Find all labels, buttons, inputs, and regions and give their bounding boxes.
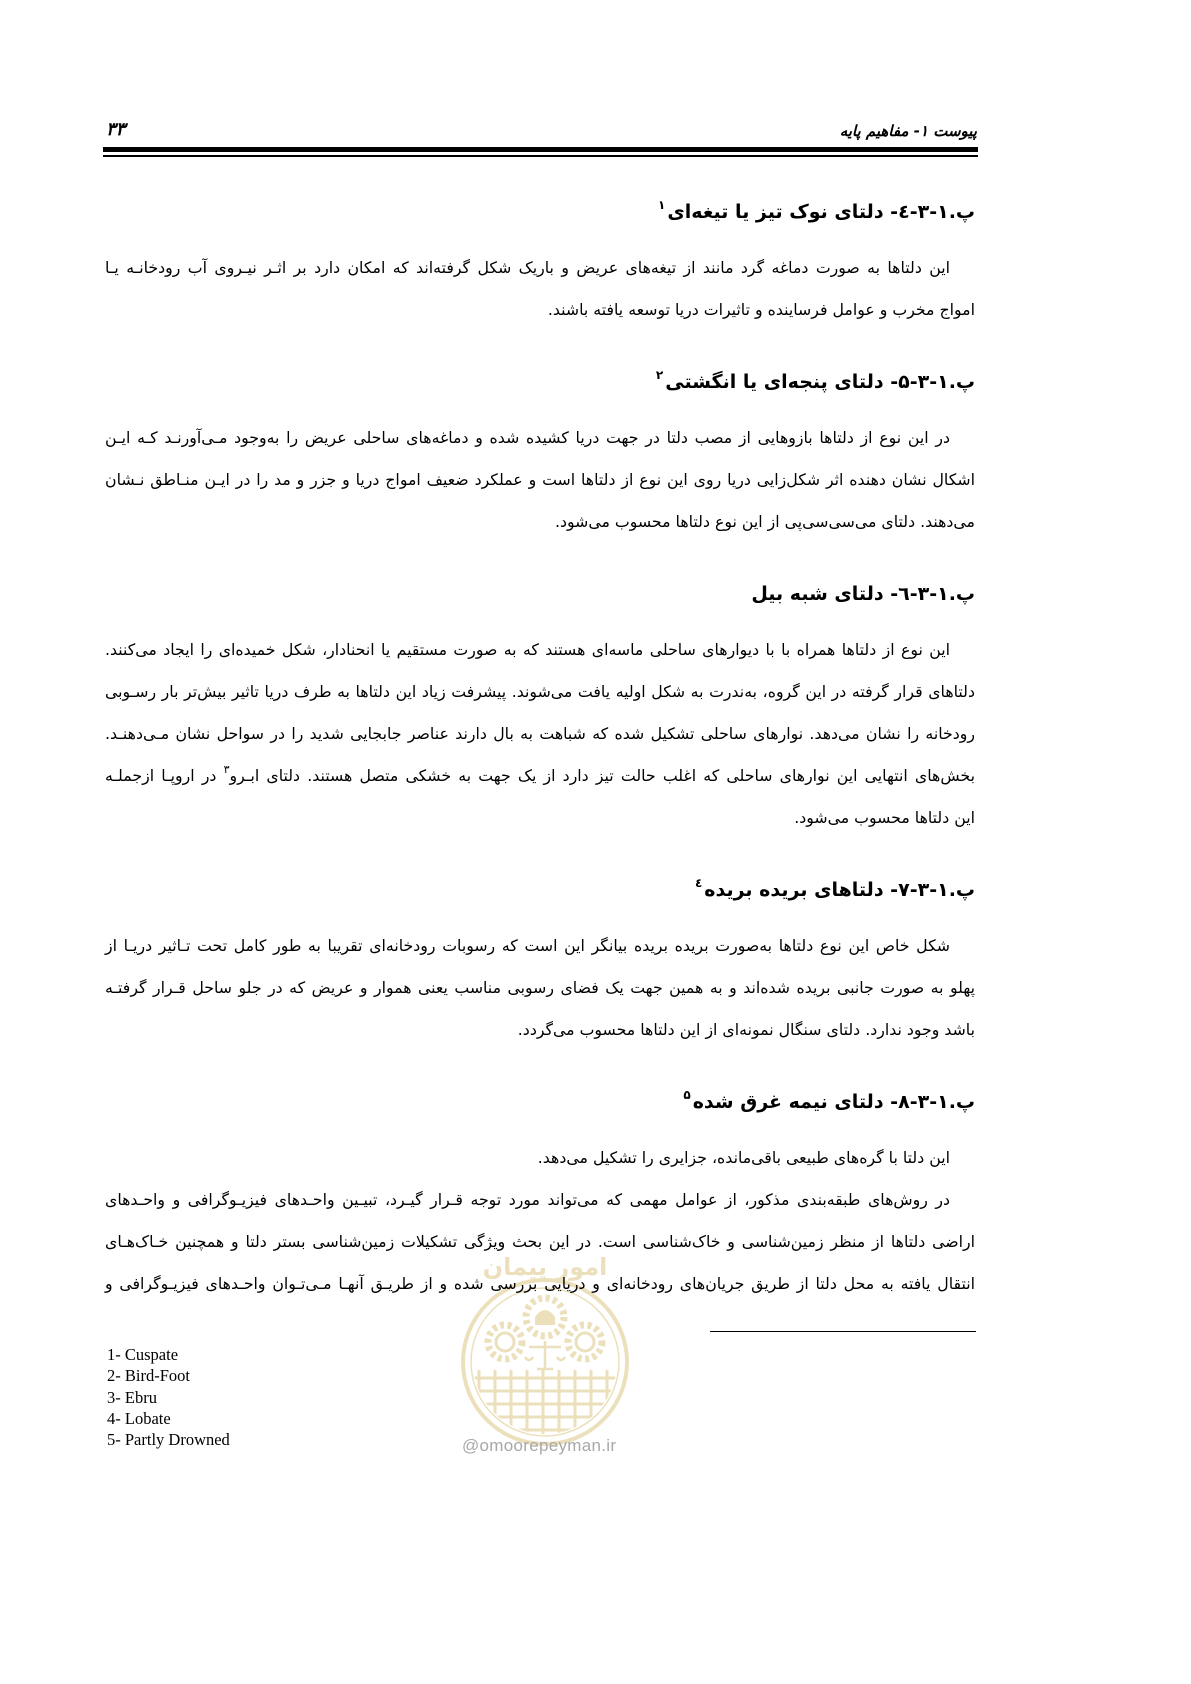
paragraph-line — [105, 1221, 975, 1263]
section-heading — [105, 1081, 975, 1123]
paragraph-line — [105, 417, 975, 459]
section-lobate-delta — [105, 869, 975, 1051]
section-partly-drowned-delta — [105, 1081, 975, 1305]
paragraph-line — [105, 1009, 975, 1051]
footnotes — [107, 1344, 230, 1450]
paragraph — [105, 1137, 975, 1179]
line-text: باشد وجود ندارد. دلتای سنگال نمونه‌ای از این دلتاها محسوب می‌گردد. — [517, 1020, 975, 1039]
footnote-ref: ٤ — [694, 876, 703, 890]
paragraph-line — [105, 925, 975, 967]
line-text: در روش‌های طبقه‌بندی مذکور، از عوامل مهمی که می‌تواند مورد توجه قـرار گیـرد، تبیـین واحـدهای فیزیـوگرافی و واحـدهای — [105, 1190, 950, 1209]
section-heading — [105, 361, 975, 403]
line-text: امواج مخرب و عوامل فرساینده و تاثیرات دریا توسعه یافته باشند. — [547, 300, 975, 319]
running-header-title: پیوست ۱- مفاهیم پایه — [839, 122, 977, 140]
paragraph — [105, 925, 975, 1051]
paragraph-line — [105, 967, 975, 1009]
line-text: این نوع از دلتاها همراه با با دیوارهای ساحلی ماسه‌ای هستند که به صورت مستقیم یا انحنادار، شکل خمیده‌ای را ایجاد می‌کنند. — [105, 640, 950, 659]
line-text: این دلتا با گره‌های طبیعی باقی‌مانده، جزایری را تشکیل می‌دهد. — [537, 1148, 950, 1167]
section-heading-text: پ.۱-۳-٦- دلتای شبه بیل — [751, 583, 975, 605]
line-text: انتقال یافته به محل دلتا از طریق جریان‌های رودخانه‌ای و دریایی بررسی شده و از طریـق آنهـا مـی‌تـوان واحـدهای فیزیـوگرافی و — [105, 1274, 975, 1293]
footnote-item: 2- Bird-Foot — [107, 1366, 190, 1386]
header-rule-thin — [103, 155, 978, 157]
grid-wall — [465, 1370, 625, 1445]
logo-lettering: امور پیمان — [482, 1253, 608, 1281]
line-text: اراضی دلتاها از منظر زمین‌شناسی و خاک‌شناسی است. در این بحث ویژگی تشکیلات زمین‌شناسی بستر دلتا و همچنین خـاک‌هـای — [105, 1232, 975, 1251]
footnote-item: 1- Cuspate — [107, 1345, 179, 1364]
line-text: شکل خاص این نوع دلتاها به‌صورت بریده بریده بیانگر این است که رسوبات رودخانه‌ای تقریبا به طور کامل تحت تـاثیر دریـا از — [105, 936, 950, 955]
line-text — [105, 763, 975, 785]
paragraph — [105, 247, 975, 331]
paragraph-line — [105, 1263, 975, 1305]
section-heading-text: پ.۱-۳-۸- دلتای نیمه غرق شده — [692, 1091, 975, 1113]
paragraph-line — [105, 289, 975, 331]
paragraph-line — [105, 1179, 975, 1221]
line-text: این دلتاها محسوب می‌شود. — [794, 808, 975, 827]
paragraph-line — [105, 501, 975, 543]
footnote-ref: ۲ — [655, 368, 664, 382]
paragraph-line — [105, 713, 975, 755]
scales-icon — [525, 1341, 565, 1369]
paragraph — [105, 629, 975, 839]
paragraph — [105, 1179, 975, 1305]
section-bird-foot-delta — [105, 361, 975, 543]
body-text — [105, 191, 975, 1335]
footnote-ref: ۵ — [683, 1088, 691, 1102]
watermark-site-text: @omoorepeyman.ir — [462, 1436, 617, 1455]
line-text-after-ref: در اروپـا ازجملـه — [105, 766, 217, 785]
section-ebru-delta — [105, 573, 975, 839]
line-text: اشکال نشان دهنده اثر شکل‌زایی دریا روی این نوع از دلتاها است و عملکرد ضعیف امواج دریا و جزر و مد را در ایـن منـاطق نـشان — [105, 470, 975, 489]
line-text: دلتاهای قرار گرفته در این گروه، به‌ندرت به شکل اولیه یافت می‌شوند. پیشرفت زیاد این دلتاها به طرف دریا تاثیر بیش‌تر بار رسـوبی — [105, 682, 975, 701]
paragraph-line — [105, 671, 975, 713]
page-number: ۳۳ — [106, 119, 126, 140]
footnote-item: 4- Lobate — [107, 1408, 171, 1428]
footnote-item: 5- Partly Drowned — [107, 1430, 230, 1450]
section-heading — [105, 573, 975, 615]
paragraph — [105, 417, 975, 543]
section-heading-text: پ.۱-۳-٤- دلتای نوک تیز یا تیغه‌ای — [667, 201, 975, 223]
section-cuspate-delta — [105, 191, 975, 331]
section-heading-text: پ.۱-۳-۵- دلتای پنجه‌ای یا انگشتی — [665, 371, 975, 393]
paragraph-line — [105, 629, 975, 671]
footnote-ref: ۳ — [223, 763, 230, 776]
line-text: رودخانه را نشان می‌دهد. نوارهای ساحلی تشکیل شده که شباهت به بال دارند عناصر جابجایی شدید را در سواحل نشان مـی‌دهنـد. — [105, 724, 975, 743]
footnote-ref: ۱ — [658, 198, 666, 212]
paragraph-line — [105, 247, 975, 289]
line-text: این دلتاها به صورت دماغه گرد مانند از تیغه‌های عریض و باریک شکل گرفته‌اند که امکان دارد بر اثـر نیـروی آب رودخانـه یـا — [105, 258, 950, 277]
paragraph-line — [105, 755, 975, 797]
section-heading — [105, 191, 975, 233]
line-text: در این نوع از دلتاها بازوهایی از مصب دلتا در جهت دریا کشیده شده و دماغه‌های ساحلی عریض را به‌وجود مـی‌آورنـد کـه ایـن — [105, 428, 950, 447]
line-text: پهلو به صورت جانبی بریده شده‌اند و به همین جهت یک فضای رسوبی مناسب یعنی هموار و عریض که در جلو ساحل قـرار گرفتـه — [105, 978, 975, 997]
section-heading — [105, 869, 975, 911]
line-text-before-ref: بخش‌های انتهایی این نوارهای ساحلی که اغلب حالت تیز دارد از یک جهت به خشکی متصل هستند. دلتای ابـرو — [229, 766, 975, 785]
line-text: می‌دهند. دلتای می‌سی‌سی‌پی از این نوع دلتاها محسوب می‌شود. — [554, 512, 975, 531]
paragraph-line — [105, 1137, 975, 1179]
footnote-item: 3- Ebru — [107, 1387, 157, 1407]
section-heading-text: پ.۱-۳-۷- دلتاهای بریده بریده — [704, 879, 975, 901]
paragraph-line — [105, 459, 975, 501]
paragraph-line — [105, 797, 975, 839]
header-rule-thick — [103, 147, 978, 152]
